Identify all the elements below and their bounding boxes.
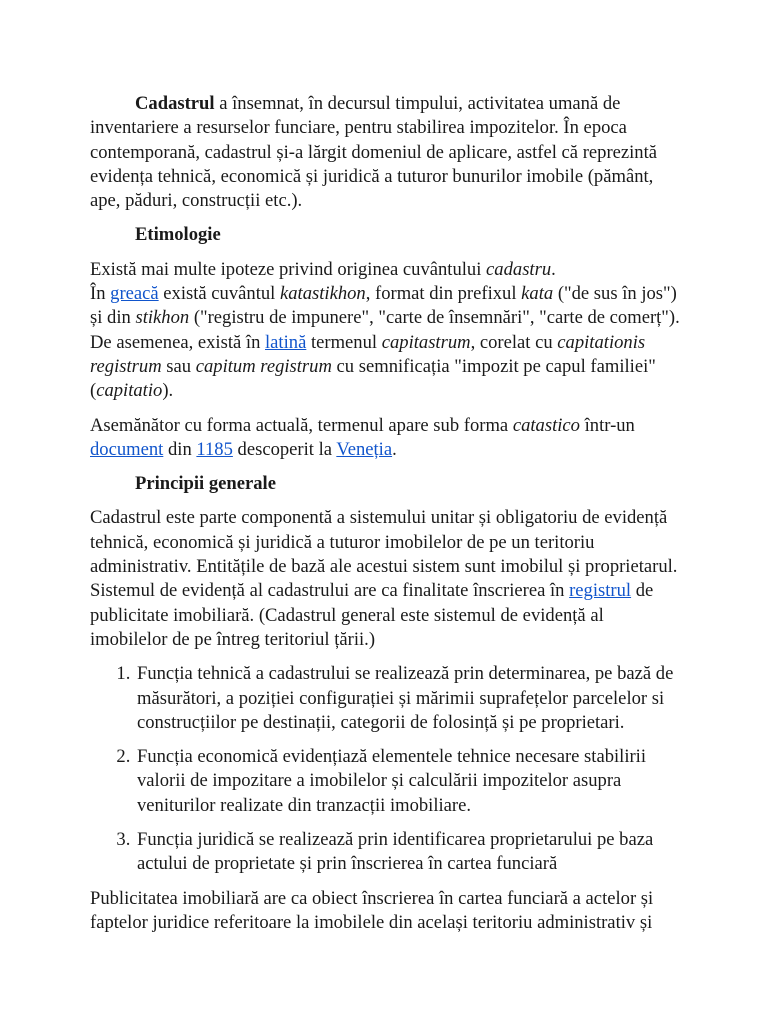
text-span: descoperit la: [232, 438, 337, 460]
italic-term: catastico: [512, 414, 580, 436]
italic-term: capitatio: [96, 380, 163, 402]
italic-term: capitum registrum: [195, 355, 332, 377]
heading-principii-generale: Principii generale: [135, 473, 276, 495]
italic-term: cadastru: [486, 258, 552, 280]
text-span: cu semnificația "impozit pe capul familiei" (: [90, 355, 656, 402]
list-item-functia-tehnica: 1. Funcția tehnică a cadastrului se realizează prin determinarea, pe bază de măsurători, a poziției configurației și mărimii suprafețelor parcelelor si construcțiilor pe destinații, categorii de folosință și pe proprietari.: [135, 662, 682, 735]
text-span: ("registru de impunere", "carte de însemnări", "carte de comerț"). De asemenea, există în: [90, 307, 680, 353]
italic-term: capitastrum: [381, 331, 471, 353]
italic-term: stikhon: [135, 307, 190, 329]
text-span: Asemănător cu forma actuală, termenul apare sub forma: [90, 414, 513, 436]
list-item-functia-economica: 2. Funcția economică evidențiază elementele tehnice necesare stabilirii valorii de impozitare a imobilelor și calculării impozitelor asupra veniturilor realizate din tranzacții imobiliare.: [135, 745, 682, 818]
text-span: ("de sus în jos") și din: [90, 283, 677, 329]
italic-term: katastikhon: [279, 283, 366, 305]
text-span: într-un: [579, 414, 635, 436]
link-document[interactable]: document: [90, 438, 164, 460]
text-span: termenul: [306, 331, 382, 353]
text-span: Cadastrul este parte componentă a sistemului unitar și obligatoriu de evidență tehnică, economică și juridică a tuturor imobilelor de pe un teritoriu administrativ. Entitățile de bază ale acestui sistem sunt imobilul și proprietarul. Sistemul de evidență al cadastrului are ca finalitate înscrierea în: [90, 507, 678, 602]
heading-etimologie: Etimologie: [135, 224, 221, 246]
link-latina[interactable]: latină: [265, 331, 307, 353]
etimologie-paragraph-1: [90, 258, 682, 404]
closing-paragraph: Publicitatea imobiliară are ca obiect înscrierea în cartea funciară a actelor și faptelor juridice referitoare la imobilele din același teritoriu administrativ și: [90, 887, 654, 933]
list-item-functia-juridica: 3. Funcția juridică se realizează prin identificarea proprietarului pe baza actului de proprietate și prin înscrierea în cartea funciară: [135, 828, 682, 877]
text-span: de publicitate imobiliară. (Cadastrul general este sistemul de evidență al imobilelor de pe întreg teritoriul țării.): [90, 580, 654, 650]
text-span: , format din prefixul: [365, 283, 522, 305]
intro-text: a însemnat, în decursul timpului, activitatea umană de inventariere a resurselor funciare, pentru stabilirea impozitelor. În epoca contemporană, cadastrul și-a lărgit domeniul de aplicare, astfel că reprezintă evidența tehnică, economică și juridică a tuturor bunurilor imobile (pământ, ape, păduri, construcții etc.).: [90, 93, 658, 212]
text-span: .: [551, 258, 556, 280]
text-span: există cuvântul: [158, 283, 280, 305]
text-span: Există mai multe ipoteze privind originea cuvântului: [90, 258, 487, 280]
intro-paragraph: [90, 92, 682, 213]
text-span: sau: [161, 355, 196, 377]
link-venetia[interactable]: Veneția: [336, 438, 393, 460]
text-span: , corelat cu: [470, 331, 558, 353]
document-content: [90, 92, 682, 945]
functions-list: [90, 662, 682, 876]
link-1185[interactable]: 1185: [196, 438, 233, 460]
text-span: În: [90, 283, 111, 305]
principii-paragraph: [90, 506, 682, 652]
text-span: ).: [162, 380, 174, 402]
text-span: din: [163, 438, 197, 460]
italic-term: capitationis registrum: [90, 331, 646, 377]
etimologie-paragraph-2: [90, 414, 682, 463]
link-registrul[interactable]: registrul: [569, 580, 632, 602]
link-greaca[interactable]: greacă: [110, 283, 159, 305]
text-span: .: [392, 438, 397, 460]
italic-term: kata: [521, 283, 554, 305]
intro-term: Cadastrul: [135, 93, 215, 114]
